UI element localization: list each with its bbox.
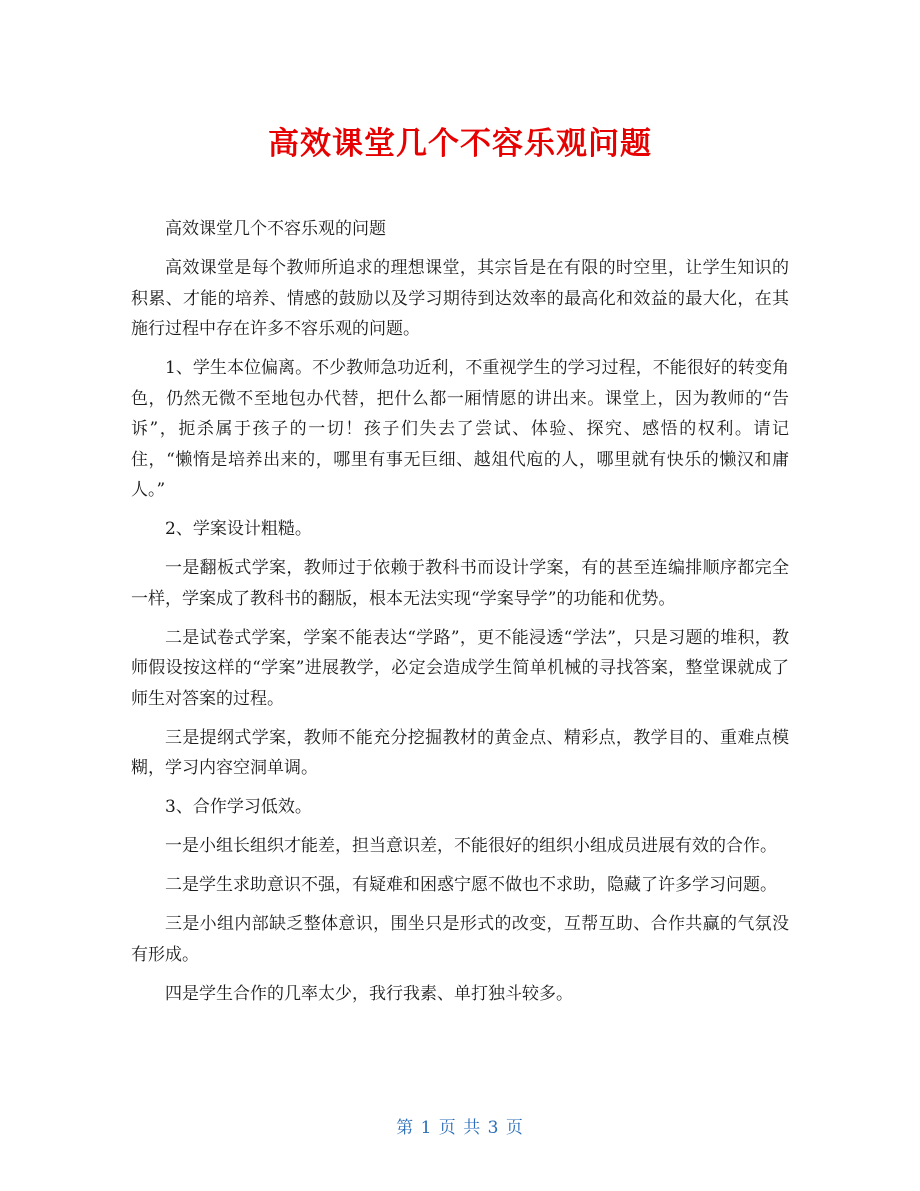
paragraph-intro: 高效课堂是每个教师所追求的理想课堂，其宗旨是在有限的时空里，让学生知识的积累、才能的培养、情感的鼓励以及学习期待到达效率的最高化和效益的最大化，在其施行过程中存在许多不容乐观的问题。 <box>131 258 789 339</box>
paragraph-point-3-a: 一是小组长组织才能差，担当意识差，不能很好的组织小组成员进展有效的合作。 <box>165 836 777 856</box>
page-number-footer: 第 1 页 共 3 页 <box>396 1118 524 1138</box>
paragraph-point-2-b: 二是试卷式学案，学案不能表达“学路”，更不能浸透“学法”，只是习题的堆积，教师假设按这样的“学案”进展教学，必定会造成学生简单机械的寻找答案，整堂课就成了师生对答案的过程。 <box>131 627 789 709</box>
paragraph-point-2-c: 三是提纲式学案，教师不能充分挖掘教材的黄金点、精彩点，教学目的、重难点模糊，学习内容空洞单调。 <box>131 727 789 778</box>
paragraph-point-1: 1、学生本位偏离。不少教师急功近利，不重视学生的学习过程，不能很好的转变角色，仍然无微不至地包办代替，把什么都一厢情愿的讲出来。课堂上，因为教师的“告诉”，扼杀属于孩子的一切！孩子们失去了尝试、体验、探究、感悟的权利。请记住，“懒惰是培养出来的，哪里有事无巨细、越俎代庖的人，哪里就有快乐的懒汉和庸人。” <box>131 358 789 500</box>
paragraph-point-3-d: 四是学生合作的几率太少，我行我素、单打独斗较多。 <box>165 983 573 1004</box>
document-body <box>131 214 789 1018</box>
paragraph-point-3-heading: 3、合作学习低效。 <box>165 797 312 817</box>
paragraph-point-3-b: 二是学生求助意识不强，有疑难和困惑宁愿不做也不求助，隐藏了许多学习问题。 <box>165 875 777 895</box>
paragraph-point-2-heading: 2、学案设计粗糙。 <box>165 519 312 539</box>
paragraph-point-3-c: 三是小组内部缺乏整体意识，围坐只是形式的改变，互帮互助、合作共赢的气氛没有形成。 <box>131 914 789 965</box>
paragraph-point-2-a: 一是翻板式学案，教师过于依赖于教科书而设计学案，有的甚至连编排顺序都完全一样，学案成了教科书的翻版，根本无法实现“学案导学”的功能和优势。 <box>131 558 789 609</box>
paragraph-subtitle: 高效课堂几个不容乐观的问题 <box>165 219 386 239</box>
document-title: 高效课堂几个不容乐观问题 <box>268 126 652 162</box>
